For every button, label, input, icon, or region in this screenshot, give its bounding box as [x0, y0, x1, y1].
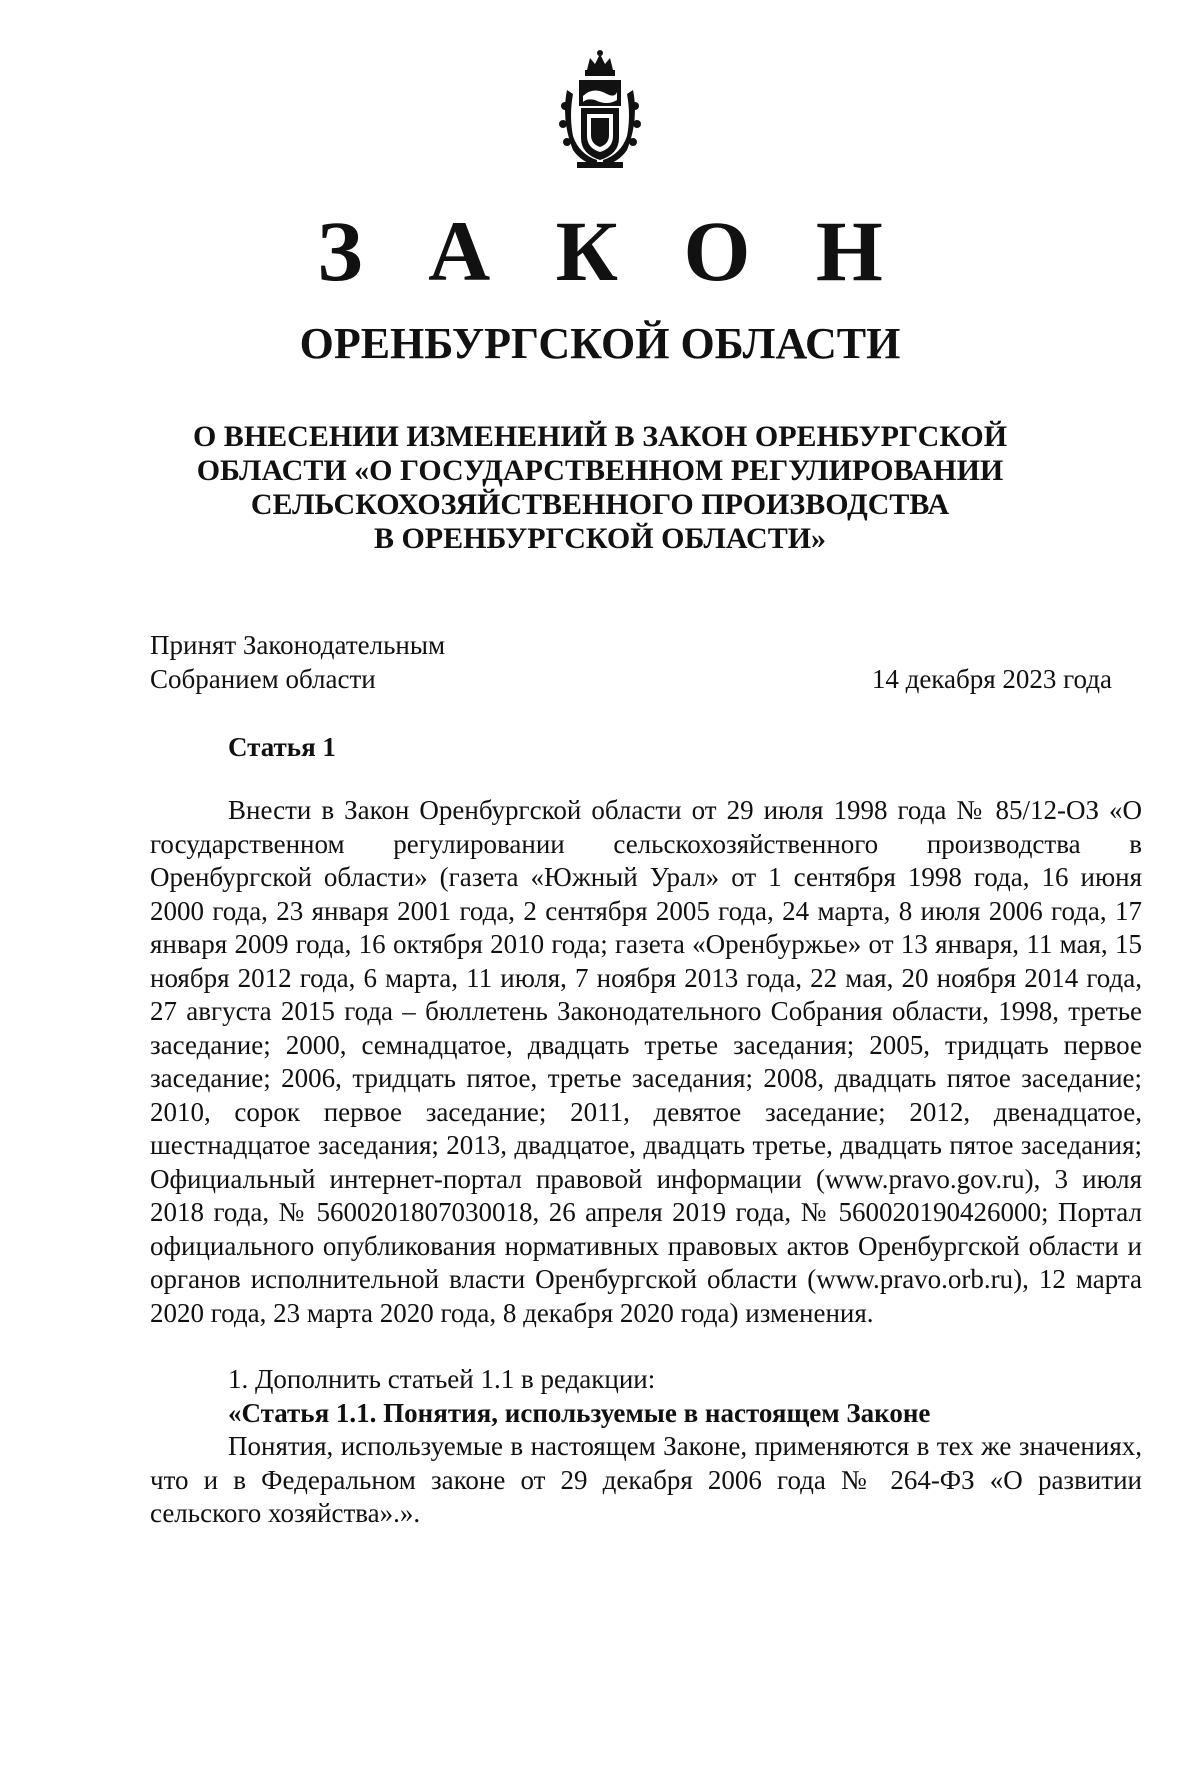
law-subject: [150, 420, 1050, 556]
coat-of-arms-emblem: [557, 50, 643, 172]
subject-line: В ОРЕНБУРГСКОЙ ОБЛАСТИ»: [373, 522, 827, 555]
region-name: ОРЕНБУРГСКОЙ ОБЛАСТИ: [299, 319, 901, 368]
subject-line: О ВНЕСЕНИИ ИЗМЕНЕНИЙ В ЗАКОН ОРЕНБУРГСКОЙ: [192, 420, 1008, 453]
article-body: [150, 794, 1142, 1531]
adoption-line: Принят Законодательным: [150, 630, 446, 660]
new-article-text: Понятия, используемые в настоящем Законе, применяются в тех же значениях, что и в Федеральном законе от 29 декабря 2006 года № 264-ФЗ «О развитии сельского хозяйства».».: [150, 1431, 1142, 1528]
amendment-item: 1. Дополнить статьей 1.1 в редакции:: [228, 1364, 656, 1394]
article-heading: Статья 1: [228, 732, 336, 762]
article-main-paragraph: Внести в Закон Оренбургской области от 29 июля 1998 года № 85/12-ОЗ «О государственном регулировании сельскохозяйственного производства в Оренбургской области» (газета «Южный Урал» от 1 сентября 1998 года, 16 июня 2000 года, 23 января 2001 года, 2 сентября 2005 года, 24 марта, 8 июля 2006 года, 17 января 2009 года, 16 октября 2010 года; газета «Оренбуржье» от 13 января, 11 мая, 15 ноября 2012 года, 6 марта, 11 июля, 7 ноября 2013 года, 22 мая, 20 ноября 2014 года, 27 августа 2015 года – бюллетень Законодательного Собрания области, 1998, третье заседание; 2000, семнадцатое, двадцать третье заседания; 2005, тридцать первое заседание; 2006, тридцать пятое, третье заседания; 2008, двадцать пятое заседание; 2010, сорок первое заседание; 2011, девятое заседание; 2012, двенадцатое, шестнадцатое заседания; 2013, двадцатое, двадцать третье, двадцать пятое заседания; Официальный интернет-портал правовой информации (www.pravo.gov.ru), 3 июля 2018 года, № 5600201807030018, 26 апреля 2019 года, № 560020190426000; Портал официального опубликования нормативных правовых актов Оренбургской области и органов исполнительной власти Оренбургской области (www.pravo.orb.ru), 12 марта 2020 года, 23 марта 2020 года, 8 декабря 2020 года) изменения.: [150, 795, 1142, 1328]
law-title: З А К О Н: [317, 203, 905, 299]
orenburg-coat-of-arms-icon: [557, 50, 643, 172]
adoption-line: Собранием области: [150, 664, 376, 694]
subject-line: СЕЛЬСКОХОЗЯЙСТВЕННОГО ПРОИЗВОДСТВА: [250, 488, 950, 521]
adoption-date: 14 декабря 2023 года: [871, 664, 1112, 694]
new-article-heading: «Статья 1.1. Понятия, используемые в настоящем Законе: [228, 1397, 931, 1428]
adoption-note: [150, 628, 445, 696]
subject-line: ОБЛАСТИ «О ГОСУДАРСТВЕННОМ РЕГУЛИРОВАНИИ: [196, 454, 1004, 487]
